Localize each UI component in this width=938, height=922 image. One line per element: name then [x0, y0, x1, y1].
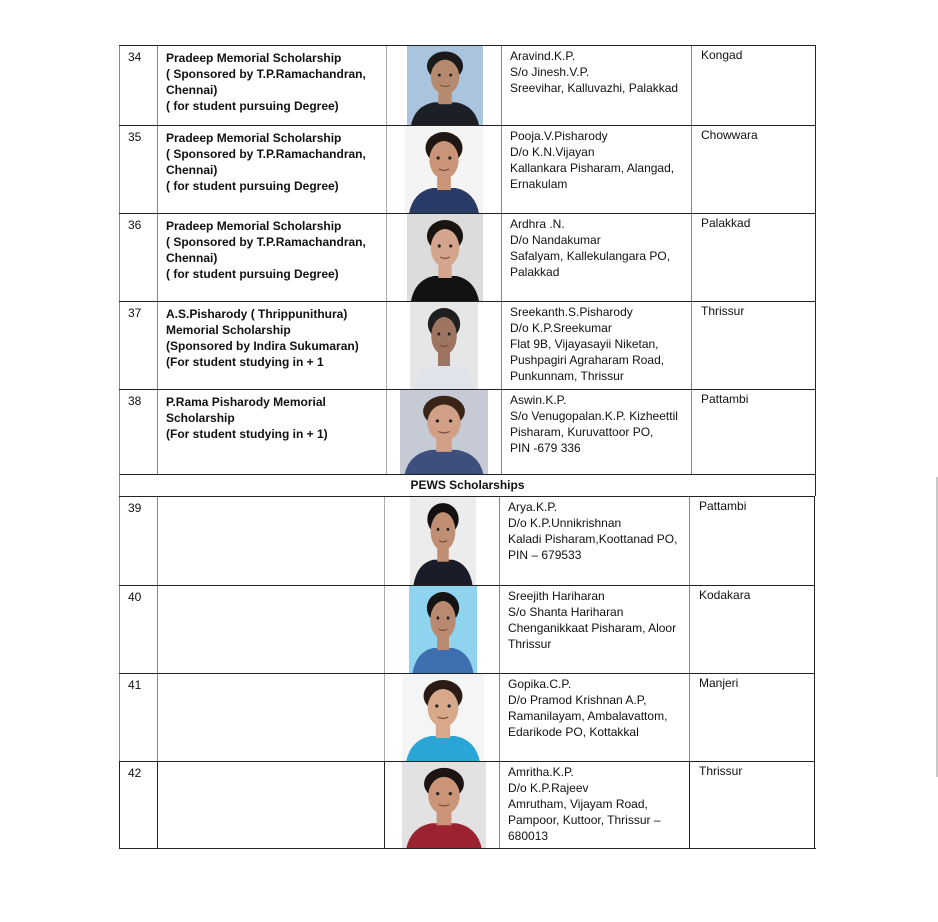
scholarship-name: P.Rama Pisharody Memorial Scholarship (For student studying in + 1)	[157, 390, 386, 475]
photo-eye	[438, 244, 441, 247]
student-photo	[410, 497, 476, 586]
photo-eye	[438, 332, 441, 335]
photo-face	[428, 777, 460, 815]
student-photo	[409, 586, 477, 674]
student-photo	[400, 390, 488, 475]
photo-eye	[449, 419, 453, 422]
table-bottom-border	[119, 848, 816, 849]
scholarship-name: Pradeep Memorial Scholarship ( Sponsored by T.P.Ramachandran, Chennai) ( for student pursuing Degree)	[157, 126, 386, 214]
table-row	[119, 301, 816, 390]
student-photo	[402, 674, 484, 762]
table-row	[119, 45, 816, 126]
row-number: 36	[119, 214, 157, 302]
photo-face	[431, 317, 457, 355]
photo-face	[429, 141, 458, 179]
row-number: 42	[119, 762, 157, 849]
student-address: Arya.K.P. D/o K.P.Unnikrishnan Kaladi Pisharam,Koottanad PO, PIN – 679533	[499, 497, 689, 586]
student-address: Ardhra .N. D/o Nandakumar Safalyam, Kallekulangara PO, Palakkad	[501, 214, 691, 302]
photo-clothing	[404, 450, 483, 475]
row-number: 34	[119, 46, 157, 126]
photo-eye	[449, 792, 452, 795]
student-place: Chowwara	[691, 126, 816, 214]
student-photo	[407, 214, 483, 302]
photo-eye	[437, 528, 440, 531]
photo-face	[430, 601, 456, 639]
photo-clothing	[406, 736, 480, 762]
student-place: Palakkad	[691, 214, 816, 302]
student-place: Pattambi	[691, 390, 816, 475]
table-row	[119, 761, 815, 849]
table-row	[119, 585, 815, 674]
scholarship-name	[157, 762, 384, 849]
section-heading: PEWS Scholarships	[119, 474, 816, 496]
student-place: Thrissur	[689, 762, 815, 849]
photo-eye	[448, 704, 451, 707]
photo-clothing	[413, 560, 472, 586]
student-place: Kongad	[691, 46, 816, 126]
photo-clothing	[413, 364, 474, 390]
photo-eye	[449, 74, 452, 77]
student-place: Thrissur	[691, 302, 816, 390]
scholarship-name	[157, 674, 384, 762]
table-row	[119, 496, 815, 586]
table-row	[119, 213, 816, 302]
photo-eye	[436, 792, 439, 795]
student-photo-cell	[386, 302, 501, 390]
student-address: Pooja.V.Pisharody D/o K.N.Vijayan Kallankara Pisharam, Alangad, Ernakulam	[501, 126, 691, 214]
photo-clothing	[412, 648, 473, 674]
student-photo-cell	[386, 214, 501, 302]
table-row	[119, 389, 816, 475]
photo-face	[428, 689, 459, 727]
student-photo-cell	[386, 390, 501, 475]
photo-eye	[449, 244, 452, 247]
scholarship-name: Pradeep Memorial Scholarship ( Sponsored by T.P.Ramachandran, Chennai) ( for student pursuing Degree)	[157, 214, 386, 302]
photo-eye	[436, 419, 440, 422]
student-photo	[410, 302, 478, 390]
photo-face	[431, 229, 460, 267]
student-photo-cell	[386, 46, 501, 126]
photo-clothing	[409, 188, 479, 214]
student-place: Manjeri	[689, 674, 815, 762]
photo-eye	[448, 156, 451, 159]
photo-eye	[438, 74, 441, 77]
row-number: 41	[119, 674, 157, 762]
scholarship-name	[157, 497, 384, 586]
photo-clothing	[406, 823, 482, 849]
photo-eye	[437, 156, 440, 159]
scholarship-name: A.S.Pisharody ( Thrippunithura) Memorial Scholarship (Sponsored by Indira Sukumaran) (For student studying in + 1	[157, 302, 386, 390]
row-number: 37	[119, 302, 157, 390]
student-place: Kodakara	[689, 586, 815, 674]
row-number: 35	[119, 126, 157, 214]
student-address: Sreejith Hariharan S/o Shanta Hariharan Chenganikkaat Pisharam, Aloor Thrissur	[499, 586, 689, 674]
student-address: Amritha.K.P. D/o K.P.Rajeev Amrutham, Vijayam Road, Pampoor, Kuttoor, Thrissur – 680013	[499, 762, 689, 849]
photo-eye	[447, 528, 450, 531]
student-address: Aswin.K.P. S/o Venugopalan.K.P. Kizheettil Pisharam, Kuruvattoor PO, PIN -679 336	[501, 390, 691, 475]
photo-eye	[447, 616, 450, 619]
student-photo	[402, 762, 486, 849]
scholarship-name	[157, 586, 384, 674]
row-number: 39	[119, 497, 157, 586]
photo-eye	[437, 616, 440, 619]
photo-face	[428, 404, 461, 441]
photo-clothing	[411, 102, 479, 126]
photo-clothing	[411, 276, 479, 302]
row-number: 40	[119, 586, 157, 674]
photo-face	[431, 60, 460, 95]
student-photo-cell	[384, 762, 499, 849]
table-row	[119, 125, 816, 214]
student-photo-cell	[384, 497, 499, 586]
scholarship-name: Pradeep Memorial Scholarship ( Sponsored by T.P.Ramachandran, Chennai) ( for student pursuing Degree)	[157, 46, 386, 126]
photo-face	[431, 512, 456, 550]
student-address: Aravind.K.P. S/o Jinesh.V.P. Sreevihar, Kalluvazhi, Palakkad	[501, 46, 691, 126]
student-photo-cell	[384, 586, 499, 674]
photo-eye	[448, 332, 451, 335]
student-photo-cell	[386, 126, 501, 214]
table-row	[119, 673, 815, 762]
student-place: Pattambi	[689, 497, 815, 586]
photo-eye	[435, 704, 438, 707]
student-photo-cell	[384, 674, 499, 762]
student-address: Gopika.C.P. D/o Pramod Krishnan A.P, Ramanilayam, Ambalavattom, Edarikode PO, Kottakkal	[499, 674, 689, 762]
student-address: Sreekanth.S.Pisharody D/o K.P.Sreekumar Flat 9B, Vijayasayii Niketan, Pushpagiri Agraharam Road, Punkunnam, Thrissur	[501, 302, 691, 390]
student-photo	[407, 46, 483, 126]
student-photo	[405, 126, 483, 214]
row-number: 38	[119, 390, 157, 475]
